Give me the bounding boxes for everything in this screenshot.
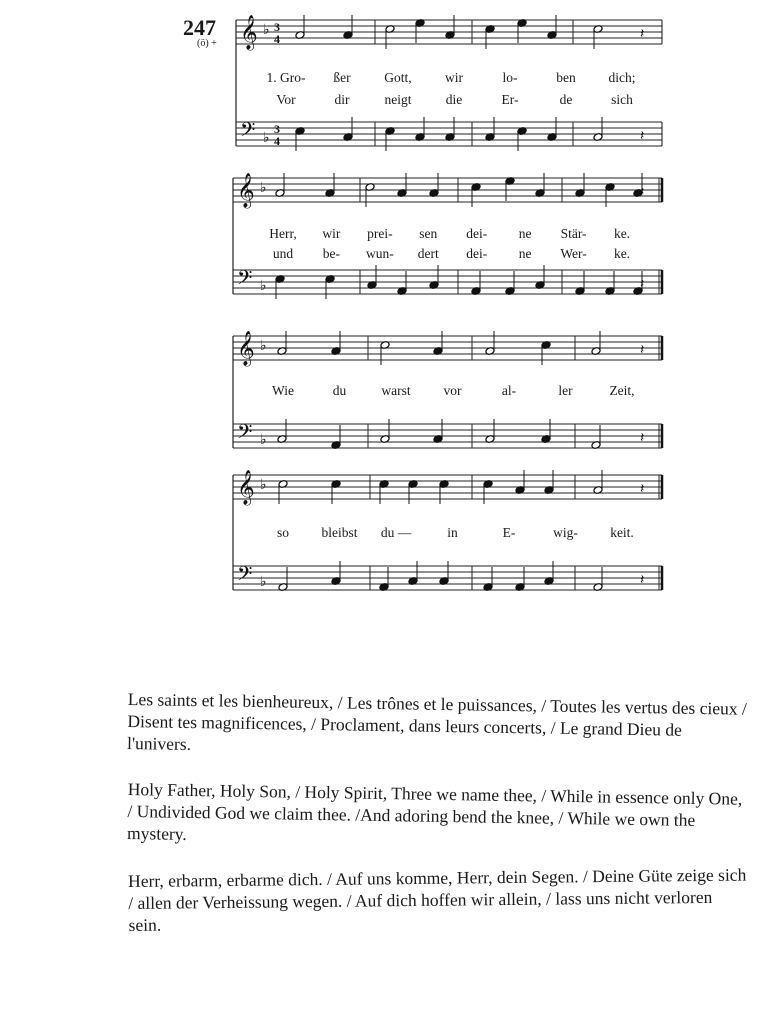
lyric-syllable: ne	[518, 246, 532, 261]
lyric-syllable: sich	[611, 92, 633, 107]
lyric-syllable: wir	[445, 70, 463, 85]
lyric-syllable: so	[276, 525, 290, 540]
lyric-syllable: dert	[417, 246, 439, 261]
time-signature-top: 3	[274, 122, 280, 136]
verse-english	[127, 778, 748, 854]
treble-clef-icon: 𝄞	[237, 470, 255, 505]
verse-french-text: Les saints et les bienheureux, / Les trônes et le puissances, / Toutes les vertus des cieux / Disent tes magnificences, / Proclament, dans leurs concerts, / Le grand Dieu de l'univers.	[126, 688, 747, 754]
flat-icon: ♭	[260, 477, 267, 493]
lyric-syllable: ler	[558, 383, 573, 398]
verse-french	[127, 688, 748, 764]
lyric-syllable: dir	[334, 92, 350, 107]
quarter-rest-icon: 𝄽	[640, 342, 645, 358]
lyric-syllable: Herr,	[269, 226, 297, 241]
time-signature-bottom: 4	[274, 134, 280, 148]
bass-clef-icon: 𝄢	[237, 562, 253, 590]
lyric-syllable: du	[332, 383, 347, 398]
quarter-rest-icon: 𝄽	[640, 481, 645, 497]
flat-icon: ♭	[260, 278, 267, 294]
lyric-syllable: Wie	[272, 383, 294, 398]
flat-icon: ♭	[260, 338, 267, 354]
lyric-syllable: al-	[501, 383, 517, 398]
lyric-syllable: dei-	[466, 246, 488, 261]
treble-clef-icon: 𝄞	[237, 331, 255, 366]
bass-clef-icon: 𝄢	[237, 266, 253, 294]
lyric-syllable: ne	[518, 226, 532, 241]
verse-english-text: Holy Father, Holy Son, / Holy Spirit, Three we name thee, / While in essence only One, / Undivided God we claim thee. /And adoring bend the knee, / While we own the mystery.	[126, 778, 743, 844]
flat-icon: ♭	[263, 130, 270, 146]
quarter-rest-icon: 𝄽	[640, 128, 645, 144]
quarter-rest-icon: 𝄽	[640, 572, 645, 588]
flat-icon: ♭	[263, 22, 270, 38]
lyric-syllable: in	[447, 525, 458, 540]
lyric-syllable: ßer	[333, 70, 351, 85]
lyric-syllable: und	[272, 246, 294, 261]
lyric-syllable: bleibst	[321, 525, 358, 540]
verse-german	[128, 864, 749, 936]
lyric-syllable: keit.	[610, 525, 634, 540]
treble-clef-icon: 𝄞	[237, 173, 255, 208]
bass-clef-icon: 𝄢	[237, 420, 253, 448]
lyric-syllable: de	[559, 92, 573, 107]
time-signature-bottom: 4	[274, 32, 280, 46]
flat-icon: ♭	[260, 432, 267, 448]
lyric-syllable: lo-	[502, 70, 518, 85]
lyric-syllable: Stär-	[560, 226, 587, 241]
flat-icon: ♭	[260, 180, 267, 196]
hymn-number: 247	[183, 15, 216, 40]
lyric-syllable: Wer-	[560, 246, 587, 261]
flat-icon: ♭	[260, 574, 267, 590]
treble-clef-icon: 𝄞	[240, 15, 258, 50]
verse-german-text: Herr, erbarm, erbarme dich. / Auf uns komme, Herr, dein Segen. / Deine Güte zeige sich / allen der Verheissung wegen. / Auf dich hoffen wir allein, / lass uns nicht verloren sein.	[128, 864, 747, 935]
lyric-syllable: Vor	[276, 92, 296, 107]
quarter-rest-icon: 𝄽	[640, 430, 645, 446]
quarter-rest-icon: 𝄽	[640, 184, 645, 200]
lyric-syllable: Er-	[501, 92, 519, 107]
lyric-syllable: Gott,	[384, 70, 412, 85]
lyric-syllable: neigt	[384, 92, 412, 107]
lyric-syllable: warst	[381, 383, 411, 398]
lyric-syllable: wir	[322, 226, 341, 241]
bass-clef-icon: 𝄢	[240, 118, 256, 146]
lyric-syllable: be-	[322, 246, 341, 261]
lyric-syllable: E-	[502, 525, 516, 540]
lyric-syllable: ke.	[613, 246, 631, 261]
lyric-syllable: Zeit,	[609, 383, 635, 398]
lyric-syllable: 1. Gro-	[266, 70, 306, 85]
lyric-syllable: dich;	[608, 70, 636, 85]
quarter-rest-icon: 𝄽	[640, 26, 645, 42]
lyric-syllable: vor	[443, 383, 462, 398]
lyric-syllable: prei-	[367, 226, 393, 241]
time-signature-top: 3	[274, 20, 280, 34]
lyric-syllable: du —	[380, 525, 412, 540]
lyric-syllable: sen	[419, 226, 438, 241]
lyric-syllable: ke.	[613, 226, 631, 241]
lyric-syllable: ben	[556, 70, 576, 85]
quarter-rest-icon: 𝄽	[640, 276, 645, 292]
lyric-syllable: wun-	[365, 246, 394, 261]
lyric-syllable: wig-	[553, 525, 578, 540]
hymn-mark: (ö) +	[197, 38, 217, 49]
lyric-syllable: die	[445, 92, 463, 107]
lyric-syllable: dei-	[466, 226, 488, 241]
